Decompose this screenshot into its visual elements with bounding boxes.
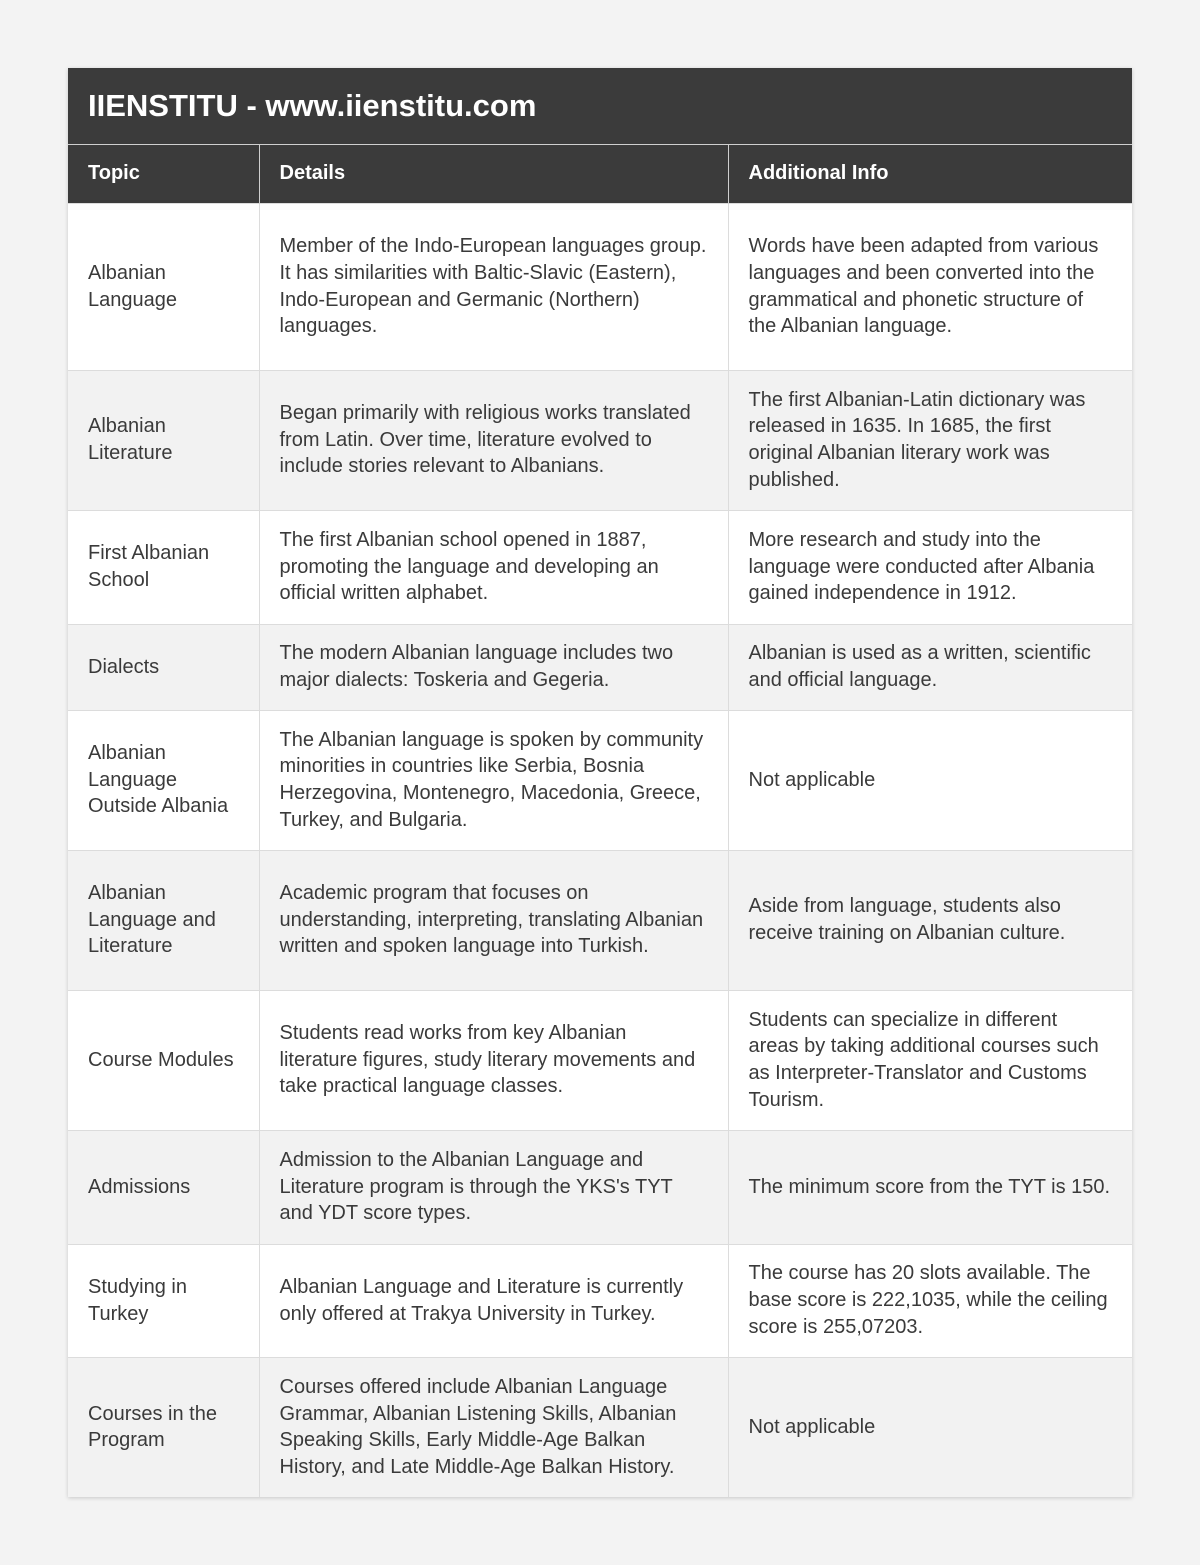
cell-details: Member of the Indo-European languages group. It has similarities with Baltic-Slavic (Eastern), Indo-European and Germanic (Northern) languages. xyxy=(259,203,728,370)
cell-details: Academic program that focuses on understanding, interpreting, translating Albanian written and spoken language into Turkish. xyxy=(259,850,728,990)
cell-topic: Admissions xyxy=(68,1130,259,1244)
table-row xyxy=(68,1244,1132,1357)
cell-additional-info: More research and study into the language were conducted after Albania gained independence in 1912. xyxy=(728,510,1132,624)
table-row xyxy=(68,624,1132,710)
table-row xyxy=(68,850,1132,990)
cell-additional-info: Not applicable xyxy=(728,710,1132,850)
table-row xyxy=(68,990,1132,1130)
cell-topic: Albanian Literature xyxy=(68,370,259,510)
cell-topic: Course Modules xyxy=(68,990,259,1130)
cell-topic: Courses in the Program xyxy=(68,1357,259,1497)
cell-additional-info: The course has 20 slots available. The base score is 222,1035, while the ceiling score is 255,07203. xyxy=(728,1244,1132,1357)
page-title: IIENSTITU - www.iienstitu.com xyxy=(68,68,1132,145)
column-header-topic: Topic xyxy=(68,145,259,203)
cell-additional-info: Not applicable xyxy=(728,1357,1132,1497)
cell-topic: First Albanian School xyxy=(68,510,259,624)
table-row xyxy=(68,370,1132,510)
cell-topic: Dialects xyxy=(68,624,259,710)
table-row xyxy=(68,510,1132,624)
table-row xyxy=(68,1357,1132,1497)
cell-details: The modern Albanian language includes two major dialects: Toskeria and Gegeria. xyxy=(259,624,728,710)
cell-details: Albanian Language and Literature is currently only offered at Trakya University in Turkey. xyxy=(259,1244,728,1357)
cell-topic: Studying in Turkey xyxy=(68,1244,259,1357)
info-card xyxy=(68,68,1132,1497)
cell-topic: Albanian Language Outside Albania xyxy=(68,710,259,850)
cell-details: The first Albanian school opened in 1887, promoting the language and developing an official written alphabet. xyxy=(259,510,728,624)
table-row xyxy=(68,203,1132,370)
cell-additional-info: Students can specialize in different areas by taking additional courses such as Interpreter-Translator and Customs Tourism. xyxy=(728,990,1132,1130)
cell-details: Students read works from key Albanian literature figures, study literary movements and take practical language classes. xyxy=(259,990,728,1130)
cell-additional-info: Aside from language, students also receive training on Albanian culture. xyxy=(728,850,1132,990)
cell-topic: Albanian Language and Literature xyxy=(68,850,259,990)
cell-topic: Albanian Language xyxy=(68,203,259,370)
cell-details: Began primarily with religious works translated from Latin. Over time, literature evolved to include stories relevant to Albanians. xyxy=(259,370,728,510)
cell-details: The Albanian language is spoken by community minorities in countries like Serbia, Bosnia Herzegovina, Montenegro, Macedonia, Greece, Turkey, and Bulgaria. xyxy=(259,710,728,850)
cell-details: Courses offered include Albanian Language Grammar, Albanian Listening Skills, Albanian Speaking Skills, Early Middle-Age Balkan History, and Late Middle-Age Balkan History. xyxy=(259,1357,728,1497)
cell-details: Admission to the Albanian Language and Literature program is through the YKS's TYT and YDT score types. xyxy=(259,1130,728,1244)
cell-additional-info: Albanian is used as a written, scientific and official language. xyxy=(728,624,1132,710)
table-row xyxy=(68,710,1132,850)
column-header-additional-info: Additional Info xyxy=(728,145,1132,203)
cell-additional-info: The first Albanian-Latin dictionary was released in 1635. In 1685, the first original Albanian literary work was published. xyxy=(728,370,1132,510)
table-row xyxy=(68,1130,1132,1244)
table-header-row xyxy=(68,145,1132,203)
cell-additional-info: Words have been adapted from various languages and been converted into the grammatical and phonetic structure of the Albanian language. xyxy=(728,203,1132,370)
column-header-details: Details xyxy=(259,145,728,203)
cell-additional-info: The minimum score from the TYT is 150. xyxy=(728,1130,1132,1244)
info-table xyxy=(68,145,1132,1497)
